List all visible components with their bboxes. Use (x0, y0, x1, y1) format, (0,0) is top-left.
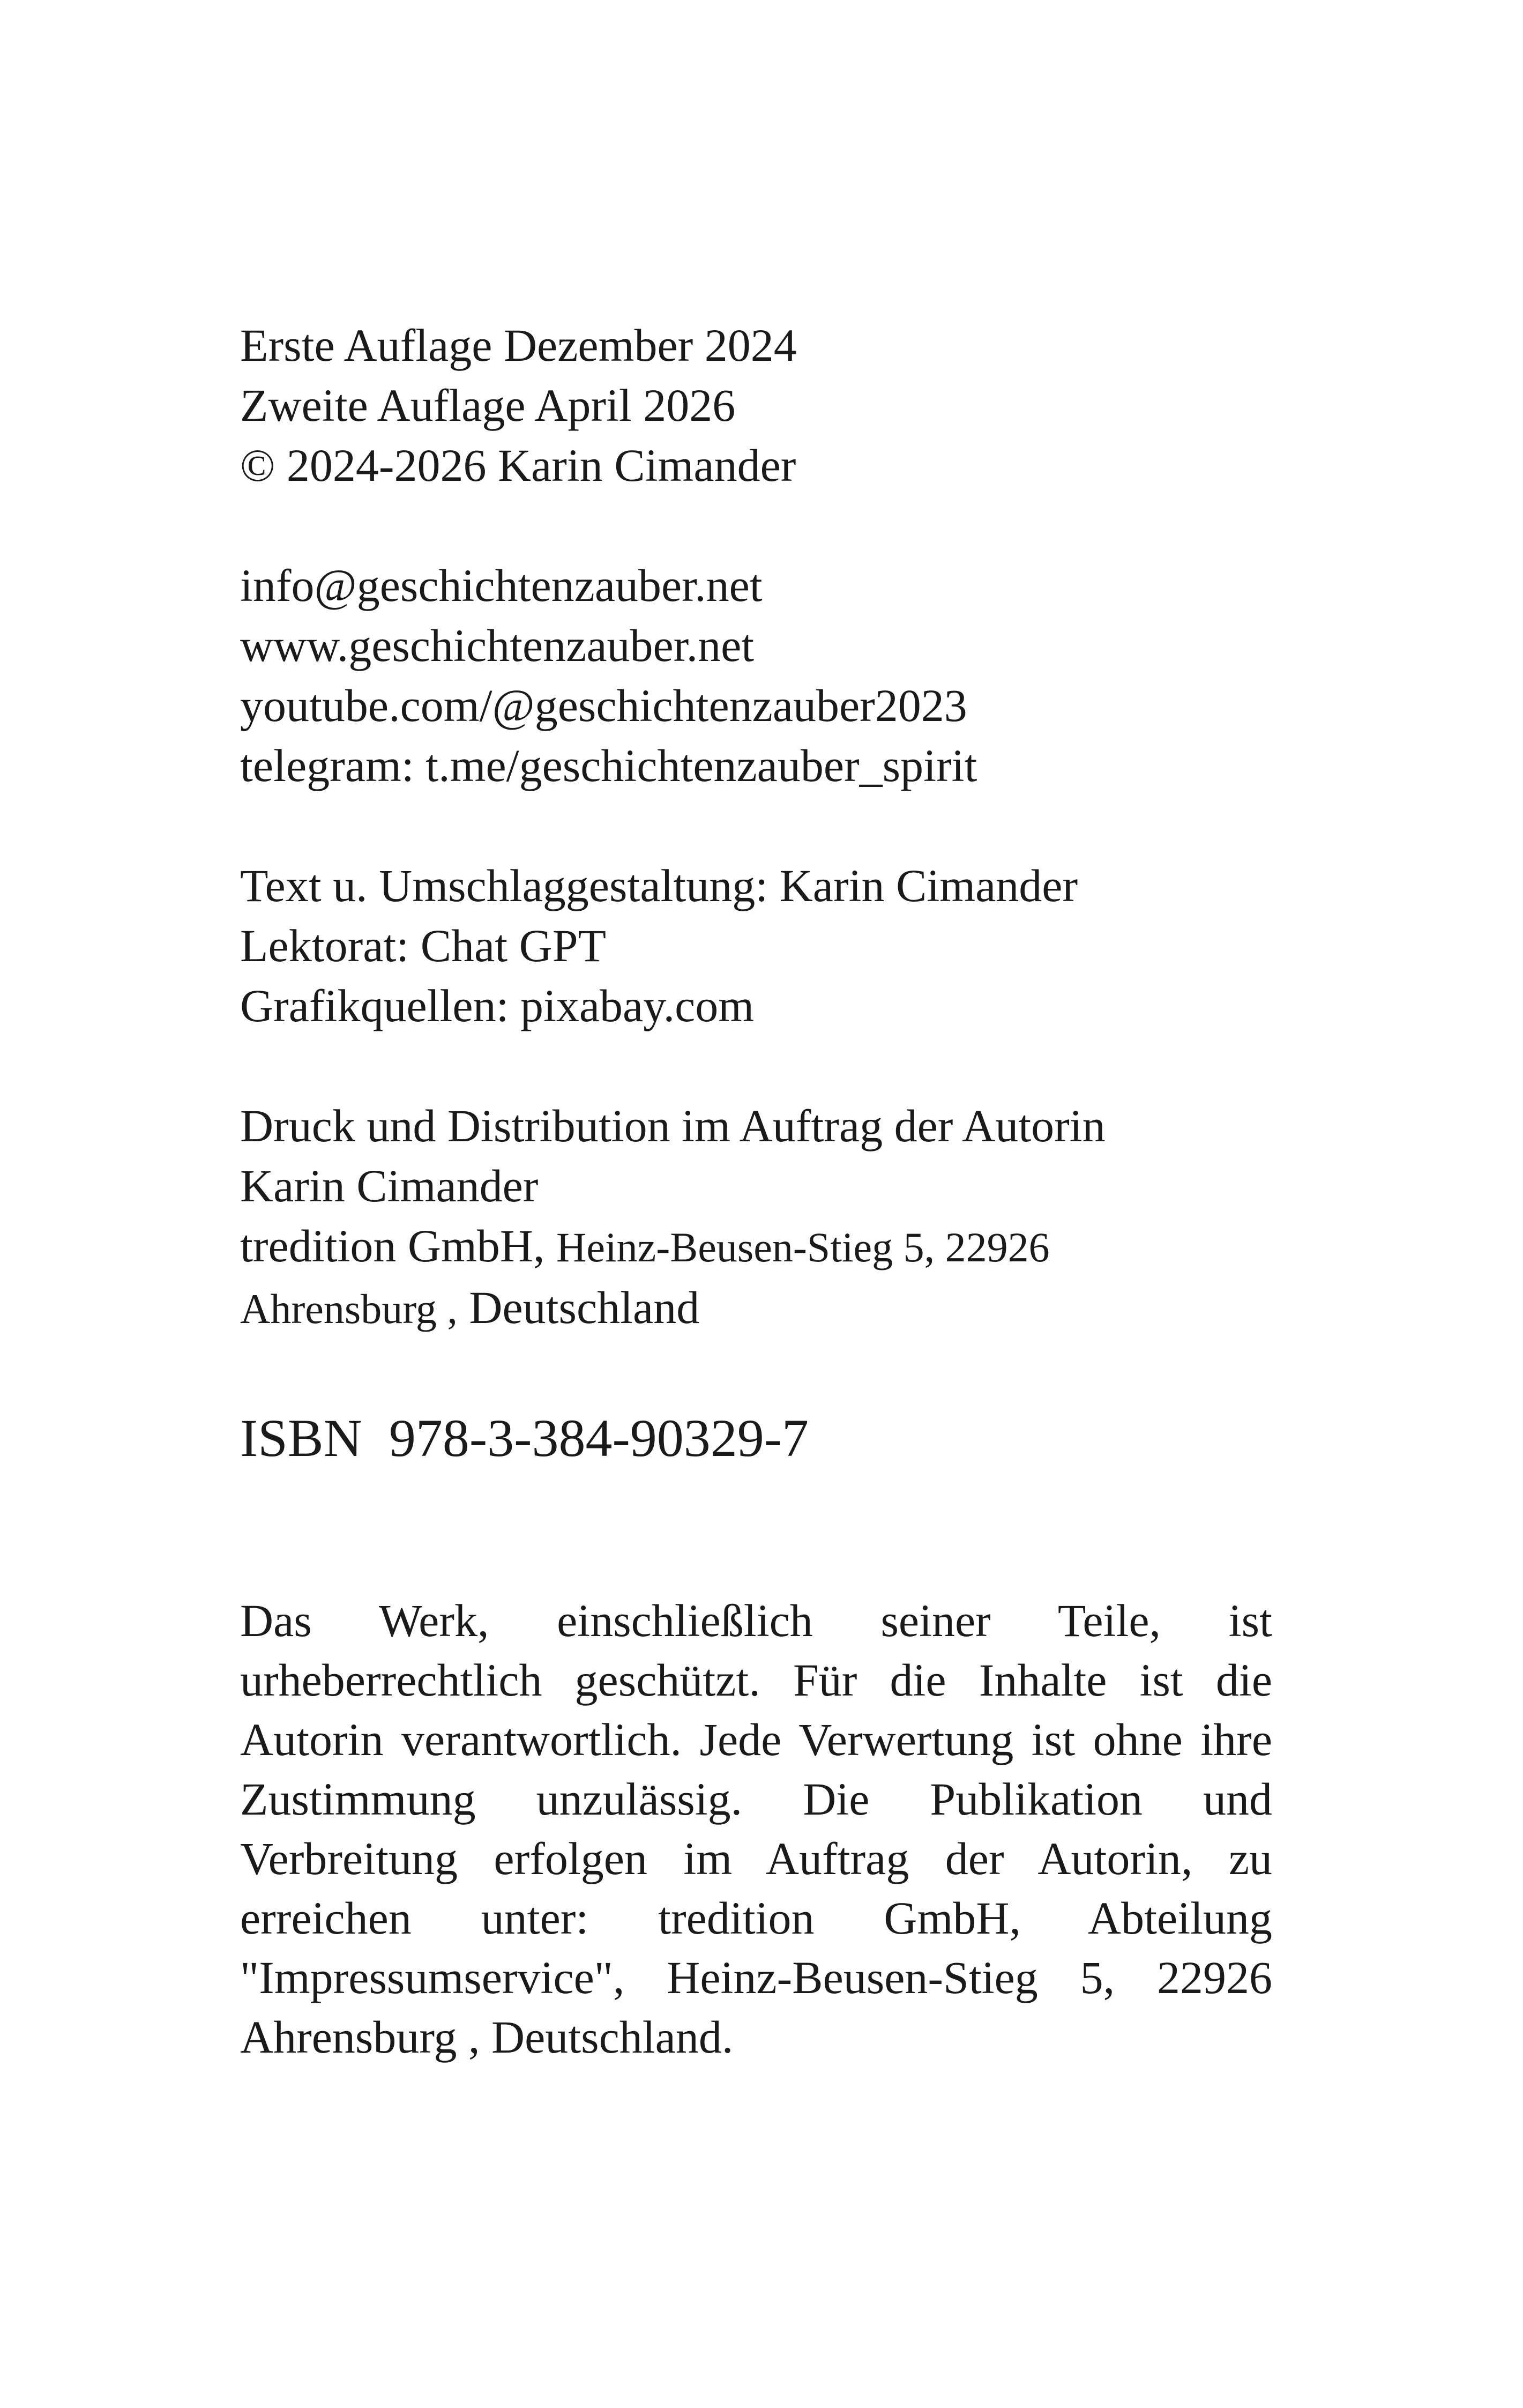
publisher-line-4 (240, 1277, 1272, 1339)
legal-notice: Das Werk, einschließlich seiner Teile, ist urheberrechtlich geschützt. Für die Inhalte ist die Autorin verantwortlich. Jede Verwertung ist ohne ihre Zustimmung unzulässig. Die Publikation und Verbreitung erfolgen im Auftrag der Autorin, zu erreichen unter: tredition GmbH, Abteilung "Impressumservice", Heinz-Beusen-Stieg 5, 22926 Ahrensburg , Deutschland. (240, 1595, 1272, 2063)
imprint-page (240, 315, 1272, 2067)
publisher-line-1: Druck und Distribution im Auftrag der Autorin (240, 1100, 1106, 1151)
contact-email: info@geschichtenzauber.net (240, 560, 763, 611)
credit-editing: Lektorat: Chat GPT (240, 920, 607, 971)
isbn-number: 978-3-384-90329-7 (389, 1408, 809, 1468)
second-edition: Zweite Auflage April 2026 (240, 380, 736, 431)
isbn-label: ISBN (240, 1408, 362, 1468)
publisher-country: Deutschland (469, 1282, 700, 1333)
publisher-name: tredition GmbH, (240, 1220, 545, 1272)
first-edition: Erste Auflage Dezember 2024 (240, 319, 797, 371)
contact-telegram: telegram: t.me/geschichtenzauber_spirit (240, 740, 977, 791)
contact-youtube: youtube.com/@geschichtenzauber2023 (240, 680, 967, 731)
credit-text-cover: Text u. Umschlaggestaltung: Karin Cimander (240, 860, 1078, 911)
publisher-city: Ahrensburg , (240, 1285, 458, 1332)
copyright-line: © 2024-2026 Karin Cimander (240, 440, 796, 491)
editions-block (240, 315, 1272, 495)
publisher-address: Heinz-Beusen-Stieg 5, 22926 (556, 1224, 1050, 1270)
isbn-line (240, 1403, 1272, 1473)
contact-website: www.geschichtenzauber.net (240, 620, 755, 671)
contact-block (240, 555, 1272, 796)
credits-block (240, 856, 1272, 1036)
publisher-line-2: Karin Cimander (240, 1160, 539, 1212)
publisher-block (240, 1096, 1272, 1339)
credit-graphics: Grafikquellen: pixabay.com (240, 980, 755, 1031)
publisher-line-3 (240, 1216, 1272, 1277)
